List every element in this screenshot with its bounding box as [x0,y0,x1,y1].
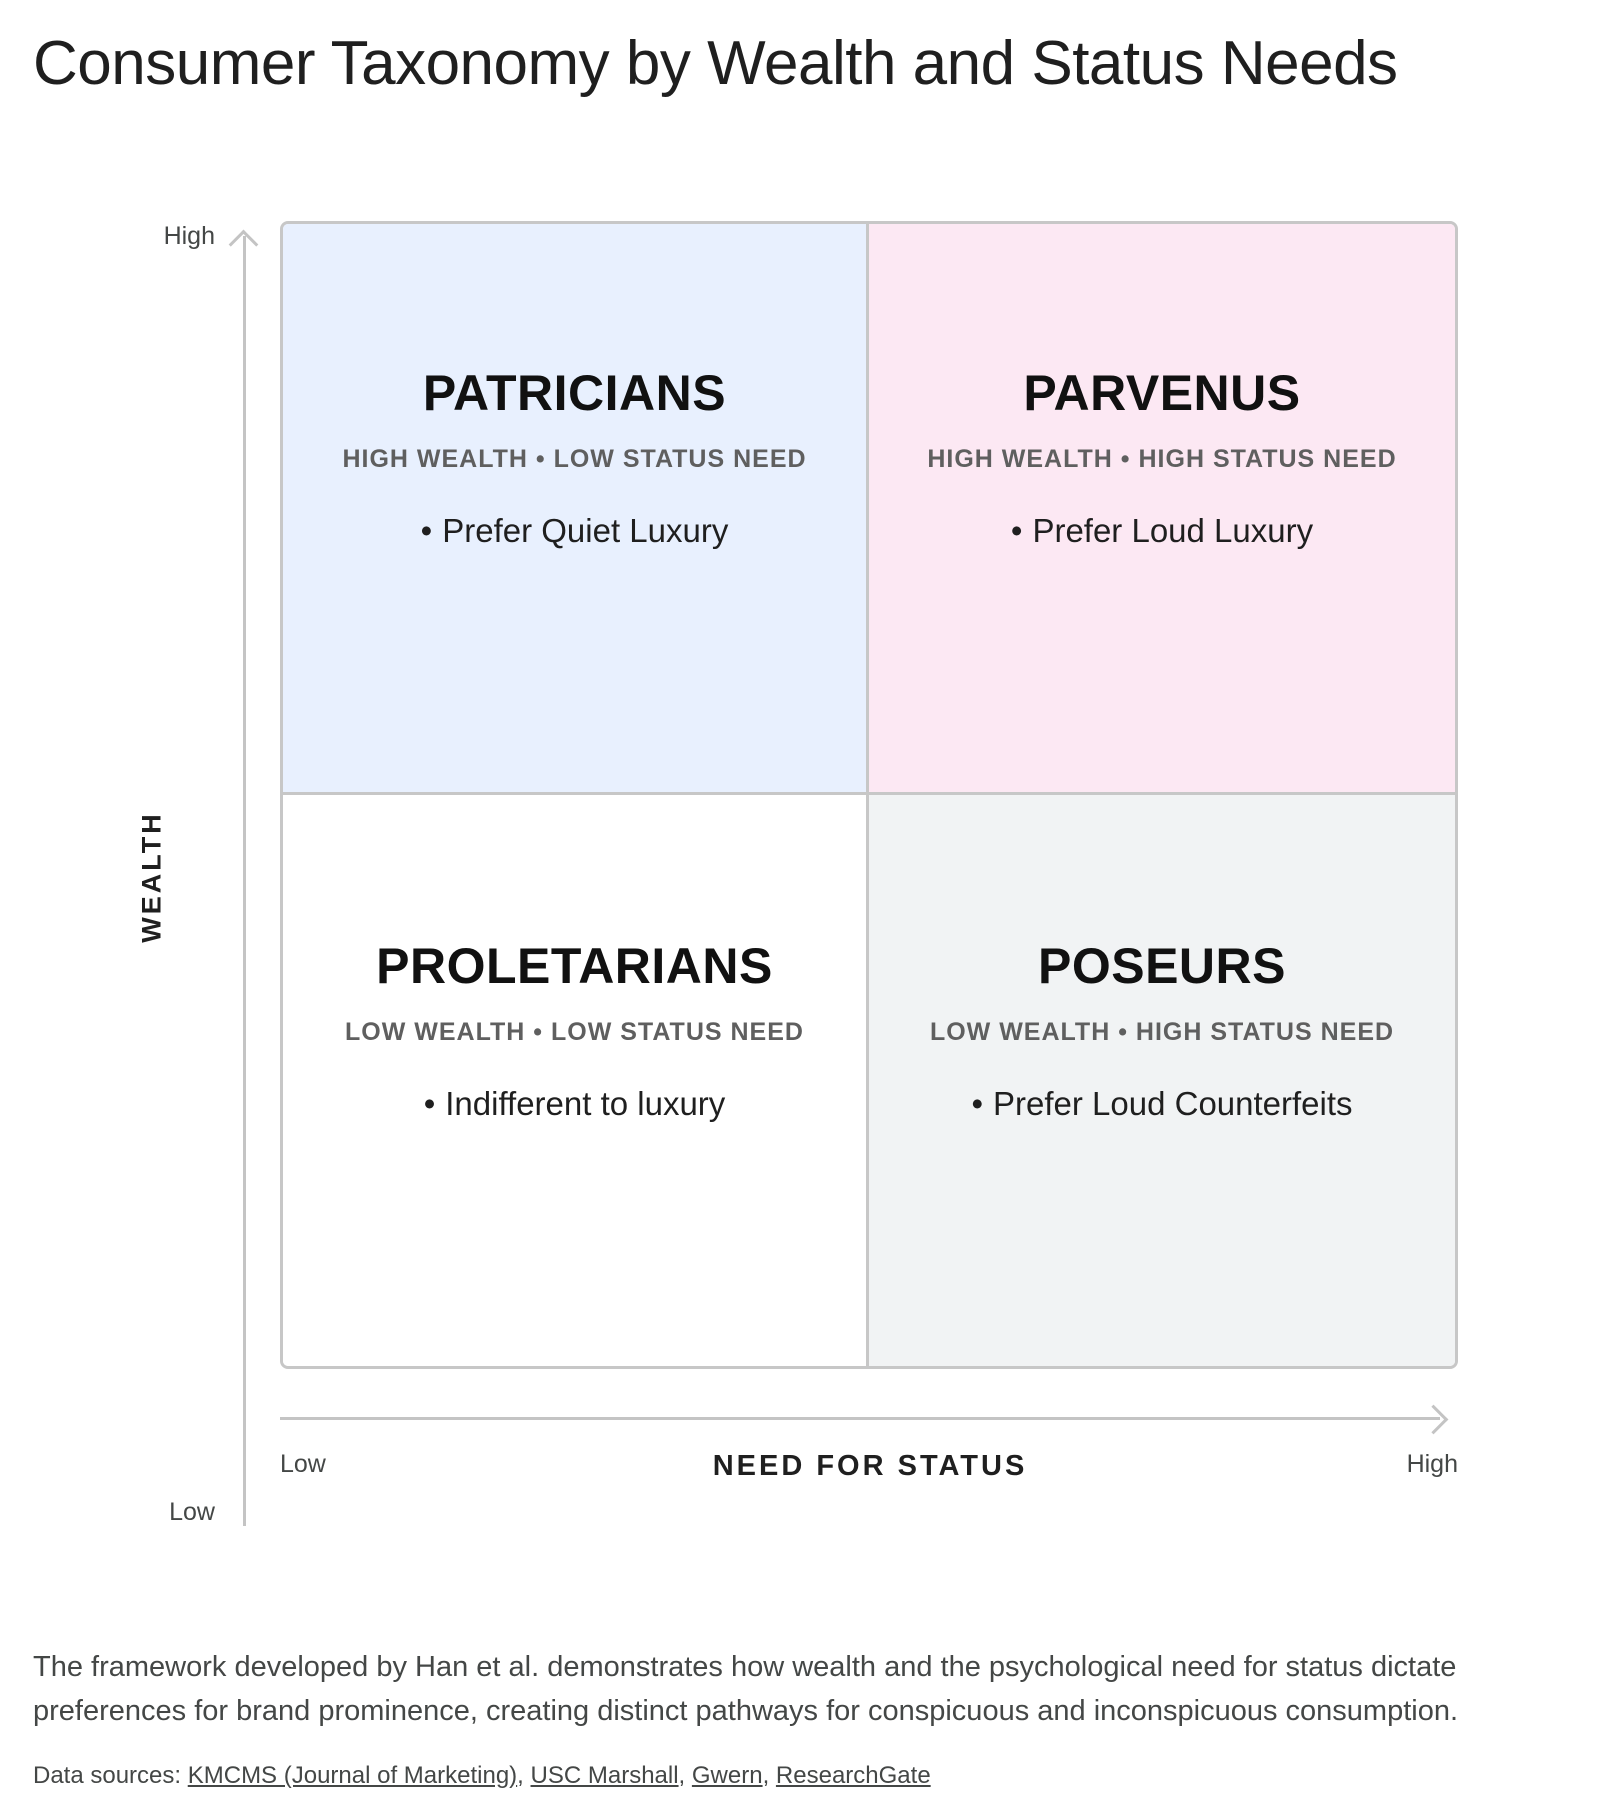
quadrant-patricians [283,224,869,795]
source-link-researchgate[interactable]: ResearchGate [775,1762,931,1789]
source-separator: , [517,1762,531,1789]
quadrant-bullet-text: Prefer Loud Luxury [1032,512,1314,549]
data-sources [33,1762,931,1790]
source-link-kmcms[interactable]: KMCMS (Journal of Marketing) [187,1762,518,1789]
data-sources-label: Data sources: [33,1762,188,1789]
source-separator: , [762,1762,776,1789]
quadrant-bullet [1011,512,1313,550]
y-axis-title: WEALTH [136,811,167,943]
quadrant-bullet-text: Indifferent to luxury [445,1084,726,1122]
page-title: Consumer Taxonomy by Wealth and Status Needs [33,29,1398,98]
quadrant-title: PROLETARIANS [376,937,773,994]
quadrant-grid [280,221,1458,1369]
source-separator: , [678,1762,692,1789]
bullet-dot-icon: • [971,1084,983,1122]
x-axis-high-label: High [1406,1450,1458,1478]
source-link-gwern[interactable]: Gwern [691,1762,763,1789]
quadrant-parvenus [869,224,1455,795]
y-axis-arrow-up-icon [229,230,259,260]
quadrant-bullet [424,1085,726,1123]
x-axis-title: NEED FOR STATUS [712,1450,1028,1482]
bullet-dot-icon: • [420,512,433,549]
quadrant-subtitle: HIGH WEALTH • LOW STATUS NEED [342,445,807,473]
caption: The framework developed by Han et al. demonstrates how wealth and the psychological need for status dictate preferences for brand prominence, creating distinct pathways for conspicuous and inconspicuous consumption. [33,1651,1459,1727]
quadrant-bullet-text: Prefer Quiet Luxury [442,512,729,549]
quadrant-bullet-text: Prefer Loud Counterfeits [993,1084,1353,1122]
quadrant-title: POSEURS [1037,937,1286,994]
x-axis-arrow-right-icon [1419,1405,1449,1435]
quadrant-proletarians [283,795,869,1366]
quadrant-subtitle: LOW WEALTH • HIGH STATUS NEED [929,1017,1395,1046]
y-axis-low-label: Low [169,1498,215,1526]
quadrant-poseurs [869,795,1455,1366]
quadrant-bullet [421,512,729,550]
x-axis-low-label: Low [280,1450,326,1478]
x-axis-line [280,1417,1440,1420]
source-link-usc-marshall[interactable]: USC Marshall [530,1762,679,1789]
y-axis-line [243,236,246,1526]
bullet-dot-icon: • [1010,512,1023,549]
quadrant-title: PARVENUS [1023,365,1301,421]
quadrant-subtitle: LOW WEALTH • LOW STATUS NEED [345,1017,804,1046]
quadrant-bullet [971,1085,1352,1123]
quadrant-subtitle: HIGH WEALTH • HIGH STATUS NEED [927,445,1397,473]
y-axis-high-label: High [163,222,215,250]
bullet-dot-icon: • [423,1084,436,1122]
quadrant-title: PATRICIANS [422,365,727,421]
